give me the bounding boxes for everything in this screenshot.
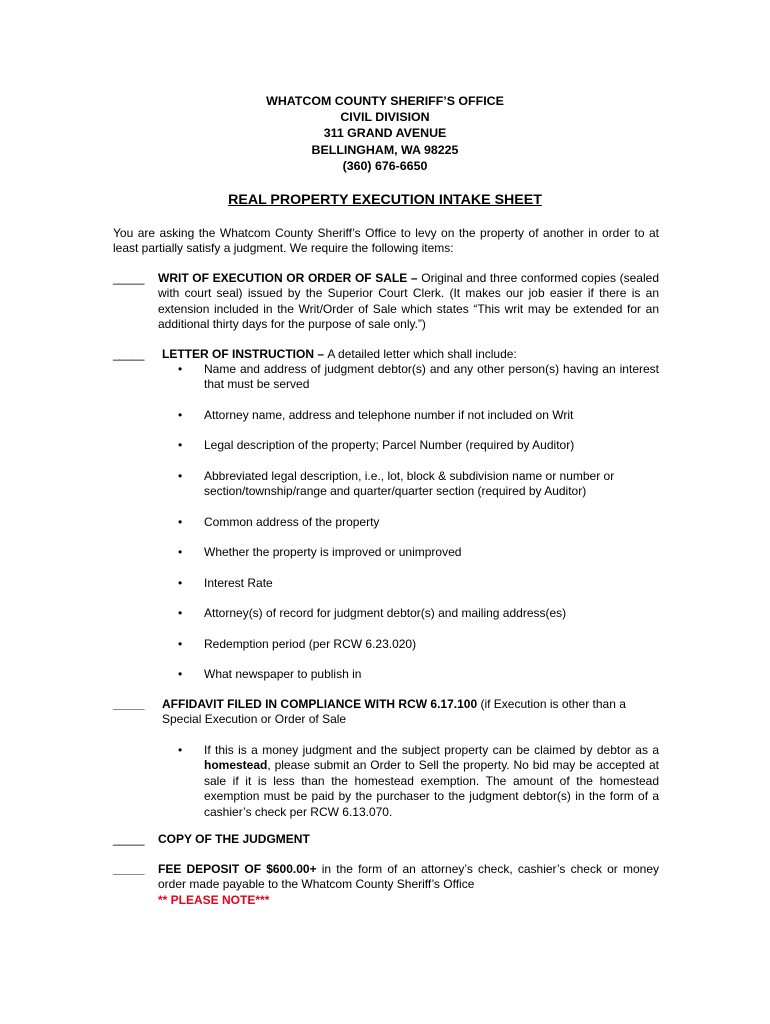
- bullet-glyph: •: [178, 545, 183, 559]
- document-title: REAL PROPERTY EXECUTION INTAKE SHEET: [228, 192, 542, 208]
- bullet-glyph: •: [178, 469, 183, 483]
- affidavit-heading: AFFIDAVIT FILED IN COMPLIANCE WITH RCW 6.17.100: [162, 697, 478, 711]
- bullet-glyph: •: [178, 667, 183, 681]
- bullet-glyph: •: [178, 743, 183, 757]
- affidavit-item: [113, 697, 659, 728]
- judgment-checkbox-blank[interactable]: _____: [113, 832, 144, 846]
- please-note: ** PLEASE NOTE***: [158, 892, 270, 907]
- bullet-glyph: •: [178, 515, 183, 529]
- street-address: 311 GRAND AVENUE: [323, 126, 447, 141]
- letter-item: [113, 347, 659, 362]
- office-name: WHATCOM COUNTY SHERIFF’S OFFICE: [266, 94, 504, 108]
- list-item: • Common address of the property: [178, 515, 380, 529]
- writ-text: Original and three conformed copies (sealed with court seal) issued by the Superior Court Clerk. (It makes our job easier if there is an extension included in the Writ/Order of Sale which states “This writ may be extended for an additional thirty days for the purpose of sale only.”): [158, 271, 659, 332]
- bullet-glyph: •: [178, 438, 183, 452]
- writ-item: [113, 271, 659, 333]
- bullet-glyph: •: [178, 637, 183, 651]
- bullet-glyph: •: [178, 408, 183, 422]
- letter-heading: LETTER OF INSTRUCTION –: [162, 347, 328, 361]
- list-item: • Attorney(s) of record for judgment debtor(s) and mailing address(es): [178, 606, 567, 620]
- office-header: [0, 93, 770, 174]
- list-item: • Whether the property is improved or unimproved: [178, 545, 462, 559]
- list-item: • Legal description of the property; Parcel Number (required by Auditor): [178, 438, 575, 452]
- city-state-zip: BELLINGHAM, WA 98225: [311, 142, 459, 157]
- list-item: • If this is a money judgment and the subject property can be claimed by debtor as a homestead, please submit an Order to Sell the property. No bid may be accepted at sale if it is less than the homestead exemption. The amount of the homestead exemption must be paid by the purchaser to the judgment debtor(s) in the form of a cashier’s check per RCW 6.13.070.: [178, 743, 659, 819]
- list-item: • Abbreviated legal description, i.e., lot, block & subdivision name or number or section/township/range and quarter/quarter section (required by Auditor): [178, 469, 615, 499]
- writ-checkbox-blank[interactable]: _____: [113, 271, 144, 285]
- judgment-heading: COPY OF THE JUDGMENT: [158, 832, 310, 846]
- bullet-glyph: •: [178, 606, 183, 620]
- list-item: • Name and address of judgment debtor(s) and any other person(s) having an interest that must be served: [178, 362, 659, 392]
- bullet-glyph: •: [178, 576, 183, 590]
- letter-checkbox-blank[interactable]: _____: [113, 347, 144, 361]
- intro-paragraph: You are asking the Whatcom County Sheriff’s Office to levy on the property of another in order to at least partially satisfy a judgment. We require the following items:: [113, 226, 659, 256]
- writ-heading: WRIT OF EXECUTION OR ORDER OF SALE –: [158, 271, 422, 285]
- fee-heading: FEE DEPOSIT OF $600.00+: [158, 862, 317, 876]
- fee-item: [113, 862, 659, 908]
- bullet-glyph: •: [178, 362, 183, 376]
- list-item: • Redemption period (per RCW 6.23.020): [178, 637, 417, 651]
- affidavit-checkbox-blank[interactable]: _____: [113, 697, 144, 711]
- phone-number: (360) 676-6650: [342, 158, 428, 173]
- judgment-item: [113, 832, 659, 847]
- fee-text: in the form of an attorney’s check, cashier’s check or money order made payable to the Whatcom County Sheriff’s Office: [158, 862, 659, 892]
- list-item: • Attorney name, address and telephone number if not included on Writ: [178, 408, 574, 422]
- letter-text: A detailed letter which shall include:: [327, 347, 517, 361]
- fee-checkbox-blank[interactable]: _____: [113, 862, 144, 876]
- homestead-term: homestead: [204, 758, 268, 773]
- division-name: CIVIL DIVISION: [340, 110, 430, 125]
- list-item: • What newspaper to publish in: [178, 667, 362, 681]
- list-item: • Interest Rate: [178, 576, 273, 590]
- affidavit-text: (if Execution is other than a Special Execution or Order of Sale: [162, 697, 626, 727]
